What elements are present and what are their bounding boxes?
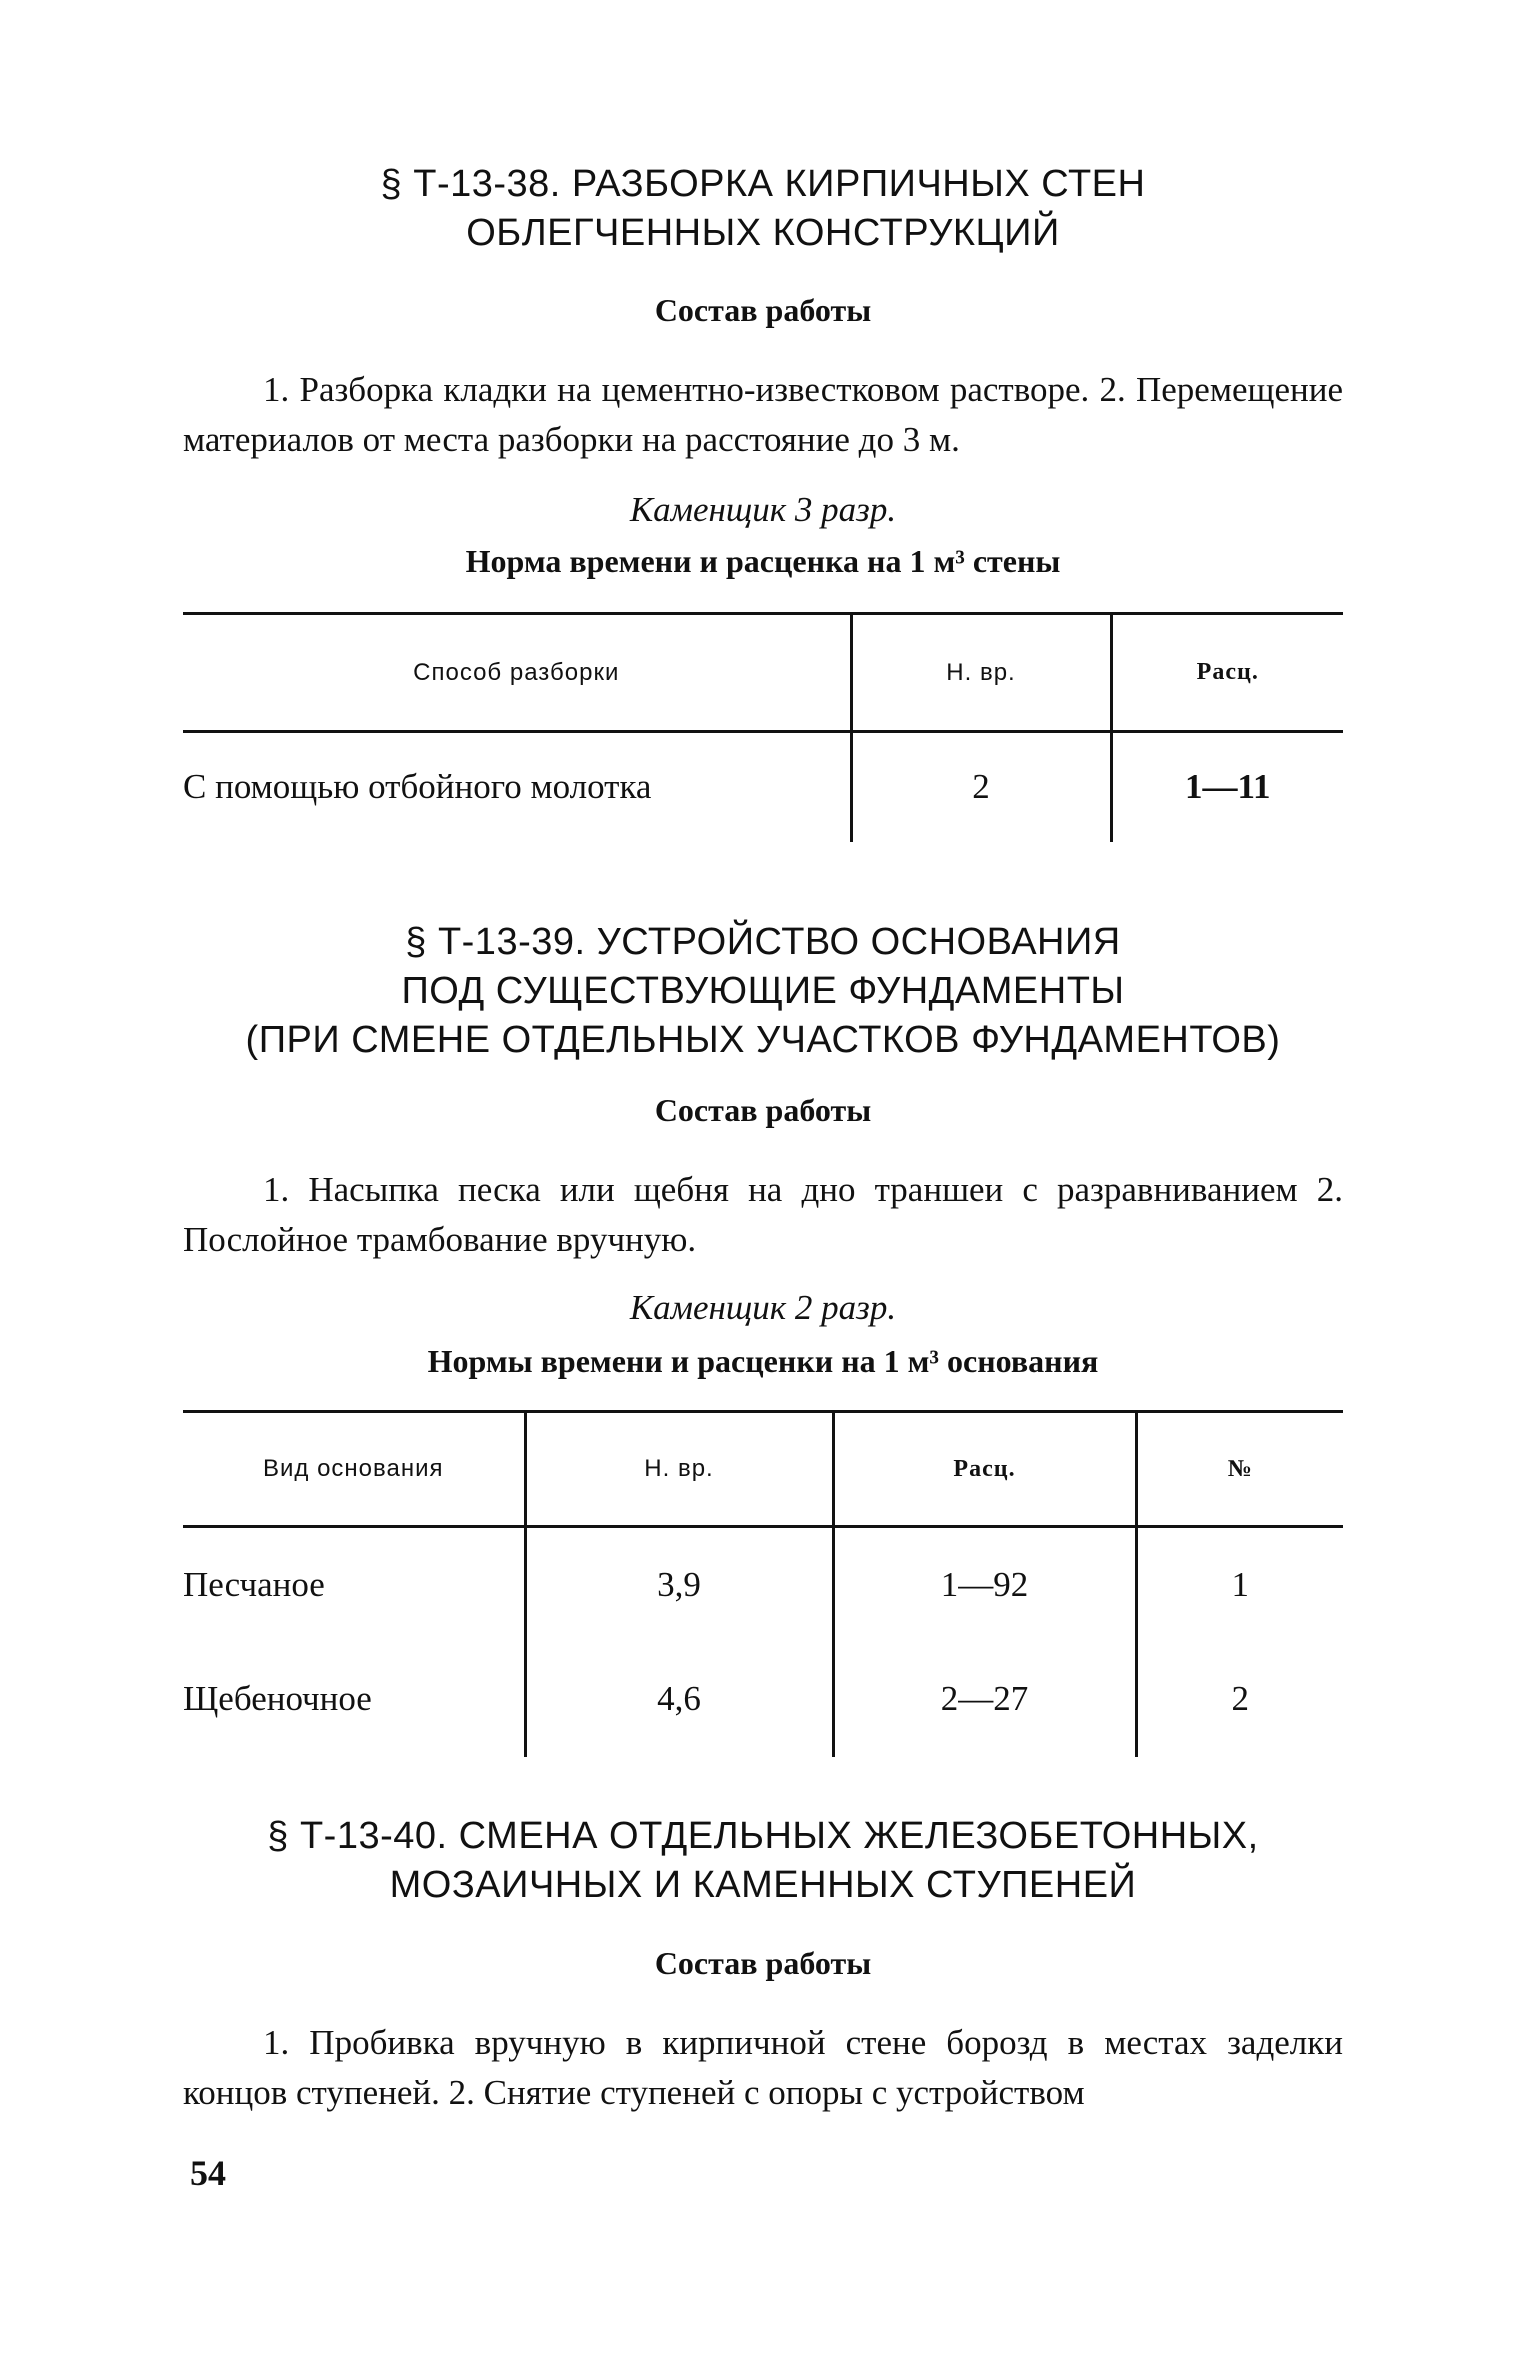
table-cell: 3,9 xyxy=(525,1527,833,1642)
section-title-line: (ПРИ СМЕНЕ ОТДЕЛЬНЫХ УЧАСТКОВ ФУНДАМЕНТОВ) xyxy=(245,1019,1281,1061)
composition-heading: Состав работы xyxy=(654,1092,872,1128)
column-header-rate: Расц. xyxy=(1111,614,1343,732)
section-title-line: § Т-13-39. УСТРОЙСТВО ОСНОВАНИЯ xyxy=(405,921,1121,963)
section-t-13-38-title xyxy=(183,160,1343,258)
table-cell: 1—92 xyxy=(833,1527,1136,1642)
table-cell: 1—11 xyxy=(1184,767,1271,807)
table-row xyxy=(183,1527,1343,1642)
table-cell: 2 xyxy=(1231,1679,1249,1718)
norm-title: Норма времени и расценка на 1 м³ стены xyxy=(465,543,1061,579)
table-row xyxy=(183,732,1343,842)
norms-table-t-13-39 xyxy=(183,1410,1343,1757)
composition-heading: Состав работы xyxy=(654,292,872,328)
table-cell: 2 xyxy=(851,732,1111,842)
table-cell: 4,6 xyxy=(525,1642,833,1757)
column-header-base-type: Вид основания xyxy=(183,1412,525,1527)
column-header-rate: Расц. xyxy=(833,1412,1136,1527)
table-cell: Песчаное xyxy=(183,1527,525,1642)
page-number: 54 xyxy=(190,2153,226,2193)
section-title-line: МОЗАИЧНЫХ И КАМЕННЫХ СТУПЕНЕЙ xyxy=(389,1864,1137,1906)
table-cell: С помощью отбойного молотка xyxy=(183,732,851,842)
table-row xyxy=(183,1642,1343,1757)
column-header-method: Способ разборки xyxy=(183,614,851,732)
section-t-13-39-title xyxy=(183,918,1343,1065)
worker-grade: Каменщик 3 разр. xyxy=(629,490,897,529)
table-cell: 1 xyxy=(1231,1564,1249,1604)
column-header-number: № xyxy=(1136,1412,1343,1527)
section-title-line: § Т-13-38. РАЗБОРКА КИРПИЧНЫХ СТЕН xyxy=(380,163,1146,205)
worker-grade: Каменщик 2 разр. xyxy=(629,1288,897,1327)
column-header-time-norm: Н. вр. xyxy=(851,614,1111,732)
composition-text: 1. Пробивка вручную в кирпичной стене борозд в местах заделки концов ступеней. 2. Снятие ступеней с опоры с устройством xyxy=(183,2023,1343,2112)
table-cell: Щебеночное xyxy=(183,1642,525,1757)
norm-title: Нормы времени и расценки на 1 м³ основания xyxy=(427,1343,1099,1379)
section-title-line: ПОД СУЩЕСТВУЮЩИЕ ФУНДАМЕНТЫ xyxy=(401,970,1125,1012)
norms-table-t-13-38 xyxy=(183,612,1343,842)
composition-text: 1. Насыпка песка или щебня на дно траншеи с разравниванием 2. Послойное трамбование вручную. xyxy=(183,1170,1343,1259)
composition-text: 1. Разборка кладки на цементно-известковом растворе. 2. Перемещение материалов от места разборки на расстояние до 3 м. xyxy=(183,370,1343,459)
column-header-time-norm: Н. вр. xyxy=(525,1412,833,1527)
table-cell: 2—27 xyxy=(833,1642,1136,1757)
section-title-line: ОБЛЕГЧЕННЫХ КОНСТРУКЦИЙ xyxy=(466,212,1060,254)
section-t-13-40-title xyxy=(183,1812,1343,1910)
composition-heading: Состав работы xyxy=(654,1945,872,1981)
section-title-line: § Т-13-40. СМЕНА ОТДЕЛЬНЫХ ЖЕЛЕЗОБЕТОННЫХ, xyxy=(267,1815,1259,1857)
